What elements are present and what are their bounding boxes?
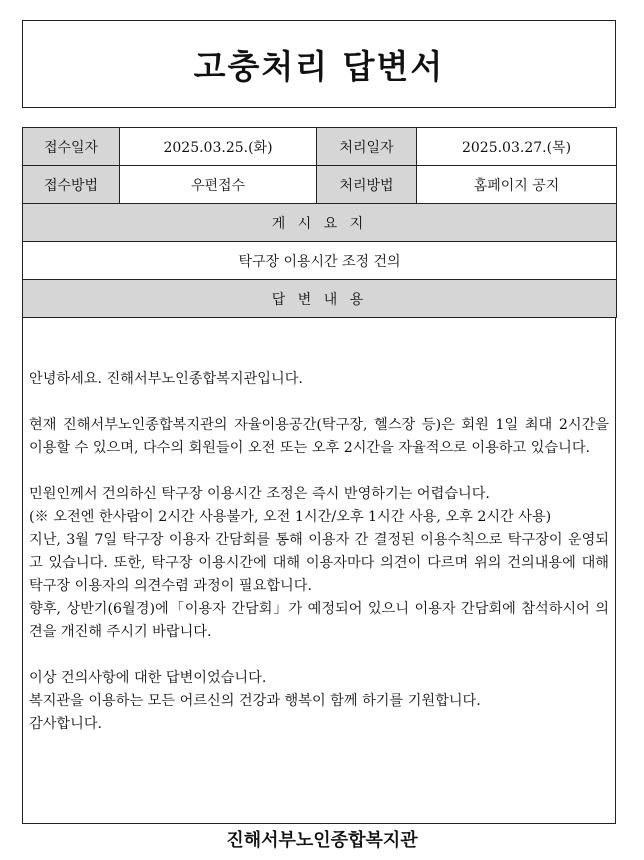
organization-name: 진해서부노인종합복지관	[226, 830, 418, 851]
answer-closing: 복지관을 이용하는 모든 어르신의 건강과 행복이 함께 하기를 기원합니다.	[29, 693, 481, 709]
answer-closing: 감사합니다.	[29, 716, 103, 732]
answer-greeting: 안녕하세요. 진해서부노인종합복지관입니다.	[29, 371, 303, 387]
post-summary: 탁구장 이용시간 조정 건의	[23, 242, 617, 280]
received-method-value: 우편접수	[120, 166, 317, 204]
answer-body	[22, 318, 616, 824]
post-summary-header: 게 시 요 지	[23, 204, 617, 242]
processed-method-value: 홈페이지 공지	[417, 166, 617, 204]
answer-paragraph: 현재 진해서부노인종합복지관의 자율이용공간(탁구장, 헬스장 등)은 회원 1일 최대 2시간을 이용할 수 있으며, 다수의 회원들이 오전 또는 오후 2시간을 자율적으로 이용하고 있습니다.	[29, 417, 609, 456]
received-date-label: 접수일자	[23, 128, 120, 166]
received-date-value: 2025.03.25.(화)	[120, 128, 317, 166]
answer-paragraph: 민원인께서 건의하신 탁구장 이용시간 조정은 즉시 반영하기는 어렵습니다.	[29, 486, 490, 502]
answer-closing: 이상 건의사항에 대한 답변이었습니다.	[29, 670, 267, 686]
processed-method-label: 처리방법	[317, 166, 417, 204]
answer-text	[29, 368, 609, 736]
title-box	[22, 20, 616, 108]
method-row	[23, 166, 617, 204]
date-row	[23, 128, 617, 166]
answer-header-row	[23, 280, 617, 318]
answer-header: 답 변 내 용	[23, 280, 617, 318]
answer-paragraph: 지난, 3월 7일 탁구장 이용자 간담회를 통해 이용자 간 결정된 이용수칙으로 탁구장이 운영되고 있습니다. 또한, 탁구장 이용시간에 대해 이용자마다 의견이 다르며 위의 건의내용에 대해 탁구장 이용자의 의견수렴 과정이 필요합니다.	[29, 532, 609, 594]
answer-paragraph: 향후, 상반기(6월경)에「이용자 간담회」가 예정되어 있으니 이용자 간담회에 참석하시어 의견을 개진해 주시기 바랍니다.	[29, 601, 609, 640]
document-title: 고충처리 답변서	[193, 46, 445, 86]
processed-date-value: 2025.03.27.(목)	[417, 128, 617, 166]
info-table	[22, 127, 617, 318]
post-summary-row	[23, 242, 617, 280]
received-method-label: 접수방법	[23, 166, 120, 204]
answer-note: (※ 오전엔 한사람이 2시간 사용불가, 오전 1시간/오후 1시간 사용, 오후 2시간 사용)	[29, 509, 552, 525]
post-header-row	[23, 204, 617, 242]
processed-date-label: 처리일자	[317, 128, 417, 166]
